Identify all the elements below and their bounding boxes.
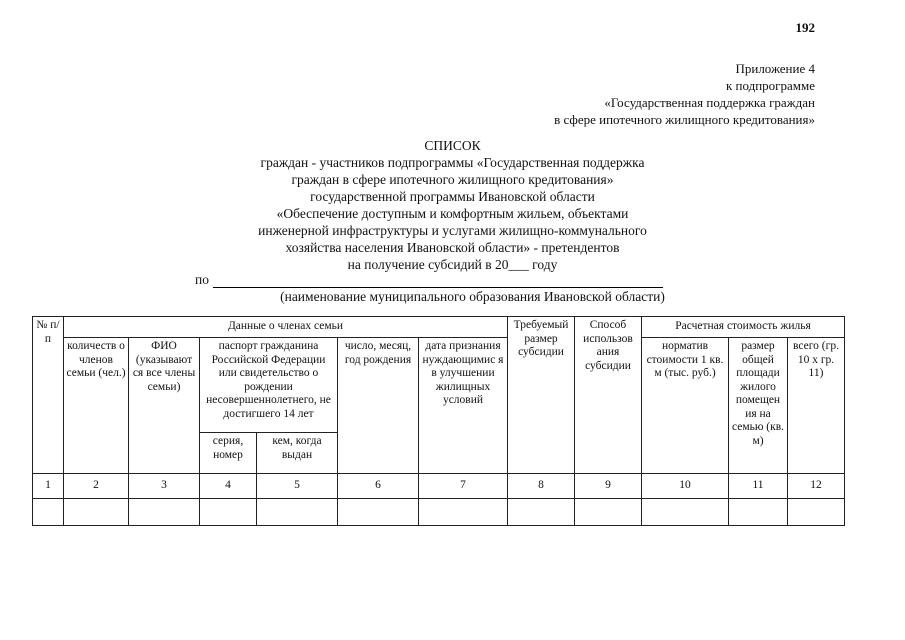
- appendix-line: Приложение 4: [735, 61, 815, 76]
- header-line: граждан - участников подпрограммы «Государственная поддержка: [260, 155, 645, 170]
- appendix-line: в сфере ипотечного жилищного кредитования»: [554, 112, 815, 127]
- col-method-header: Способ использов ания субсидии: [575, 317, 642, 474]
- municipality-sublabel: (наименование муниципального образования Ивановской области): [280, 289, 665, 304]
- col-number: 9: [575, 474, 642, 499]
- col-count-header: количеств о членов семьи (чел.): [64, 338, 129, 474]
- col-number: 2: [64, 474, 129, 499]
- appendix-line: «Государственная поддержка граждан: [604, 95, 815, 110]
- header-line: хозяйства населения Ивановской области» - претендентов: [285, 240, 620, 255]
- col-number: 6: [338, 474, 419, 499]
- col-total-header: всего (гр. 10 х гр. 11): [788, 338, 845, 474]
- col-num-header: № п/п: [33, 317, 64, 474]
- col-number: 11: [729, 474, 788, 499]
- col-series-header: серия, номер: [200, 433, 257, 474]
- col-issued-header: кем, когда выдан: [257, 433, 338, 474]
- po-label: по: [195, 272, 209, 287]
- col-family-header: Данные о членах семьи: [64, 317, 508, 338]
- col-number: 12: [788, 474, 845, 499]
- applicants-table: [32, 316, 845, 526]
- col-area-header: размер общей площади жилого помещен ия на семью (кв. м): [729, 338, 788, 474]
- header-line: инженерной инфраструктуры и услугами жилищно-коммунального: [258, 223, 647, 238]
- appendix-line: к подпрограмме: [725, 78, 815, 93]
- municipality-line: [195, 272, 663, 288]
- page-number: 192: [795, 20, 815, 35]
- col-birth-header: число, месяц, год рождения: [338, 338, 419, 474]
- col-passport-header: паспорт гражданина Российской Федерации или свидетельство о рождении несовершеннолетнего, не достигшего 14 лет: [200, 338, 338, 433]
- document-header: [0, 137, 905, 273]
- header-line: на получение субсидий в 20___ году: [347, 257, 558, 272]
- col-number: 5: [257, 474, 338, 499]
- col-number: 3: [129, 474, 200, 499]
- header-line: «Обеспечение доступным и комфортным жильем, объектами: [276, 206, 629, 221]
- col-number: 7: [419, 474, 508, 499]
- col-number: 4: [200, 474, 257, 499]
- col-date-header: дата признания нуждающимис я в улучшении жилищных условий: [419, 338, 508, 474]
- document-title: СПИСОК: [424, 138, 481, 153]
- appendix-note: [554, 60, 815, 128]
- col-number: 10: [642, 474, 729, 499]
- col-required-header: Требуемый размер субсидии: [508, 317, 575, 474]
- table-row: [33, 474, 845, 499]
- header-line: граждан в сфере ипотечного жилищного кредитования»: [291, 172, 614, 187]
- header-line: государственной программы Ивановской области: [310, 189, 595, 204]
- col-calc-header: Расчетная стоимость жилья: [642, 317, 845, 338]
- municipality-blank: [213, 274, 663, 288]
- col-fio-header: ФИО (указывают ся все члены семьи): [129, 338, 200, 474]
- col-norm-header: норматив стоимости 1 кв. м (тыс. руб.): [642, 338, 729, 474]
- table-row: [33, 499, 845, 526]
- col-number: 8: [508, 474, 575, 499]
- col-number: 1: [33, 474, 64, 499]
